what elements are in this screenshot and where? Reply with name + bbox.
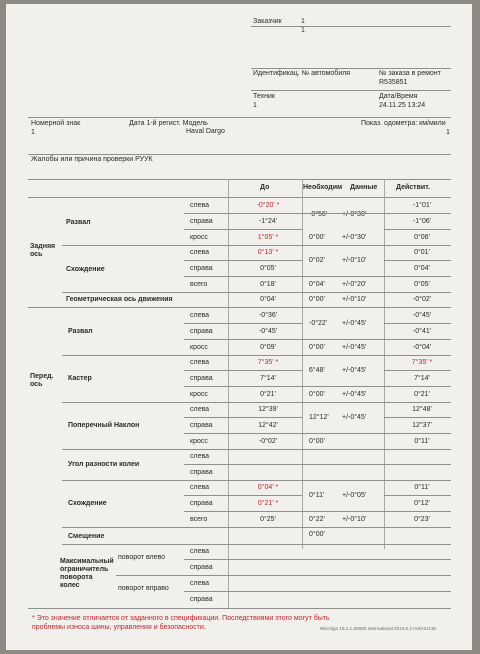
rear-thrust-tol: +/-0°10' bbox=[342, 296, 367, 303]
front-camber-right: -0°45' bbox=[258, 328, 278, 335]
row-line bbox=[184, 386, 451, 387]
rear-camber-act-left: -1°01' bbox=[412, 202, 432, 209]
front-camber-left: -0°36' bbox=[258, 312, 278, 319]
front-sai-act-left: 12°48' bbox=[412, 406, 432, 413]
row-line bbox=[62, 245, 451, 246]
front-axle-label: Перед. bbox=[30, 373, 54, 380]
front-maxturn-label-4: колес bbox=[60, 582, 80, 589]
tech-label: Техник bbox=[253, 93, 275, 100]
front-setback-label: Смещение bbox=[68, 533, 105, 540]
rear-camber-cross-spec: 0°00' bbox=[309, 234, 325, 241]
row-line bbox=[184, 591, 451, 592]
row-line bbox=[184, 323, 302, 324]
front-camber-cross-spec: 0°00' bbox=[309, 344, 325, 351]
front-camber-act-cross: -0°04' bbox=[412, 344, 432, 351]
table-header-line bbox=[28, 197, 451, 198]
row-line bbox=[384, 323, 451, 324]
side-label: слева bbox=[190, 312, 210, 319]
rear-toe-total-tol: +/-0°20' bbox=[342, 281, 367, 288]
rear-camber-cross-tol: +/-0°30' bbox=[342, 234, 367, 241]
front-toe-act-right: 0°12' bbox=[414, 500, 430, 507]
row-line bbox=[28, 608, 451, 609]
front-toe-total-tol: +/-0°10' bbox=[342, 516, 367, 523]
rear-toe-label: Схождение bbox=[66, 266, 105, 273]
row-line bbox=[184, 213, 451, 214]
rear-axle-label: Задняя bbox=[30, 243, 56, 250]
side-label: слева bbox=[190, 359, 210, 366]
front-caster-label: Кастер bbox=[68, 375, 92, 382]
front-caster-left: 7°35' * bbox=[257, 359, 279, 366]
front-sai-cross-spec: 0°00' bbox=[309, 438, 325, 445]
front-sai-left: 12°39' bbox=[258, 406, 278, 413]
table-vline bbox=[302, 179, 303, 549]
front-toe-spec: 0°11' bbox=[309, 492, 325, 499]
front-toe-total: 0°25' bbox=[260, 516, 276, 523]
front-included-label: Угол разности колеи bbox=[68, 461, 140, 468]
row-line bbox=[184, 229, 302, 230]
row-line bbox=[62, 527, 451, 528]
front-sai-cross: -0°02' bbox=[258, 438, 278, 445]
row-line bbox=[62, 544, 451, 545]
rear-thrust-act: -0°02' bbox=[412, 296, 432, 303]
side-label: справа bbox=[190, 218, 213, 225]
front-camber-cross-tol: +/-0°45' bbox=[342, 344, 367, 351]
row-line bbox=[384, 417, 451, 418]
rear-thrust-before: 0°04' bbox=[260, 296, 276, 303]
front-caster-act-cross: 0°21' bbox=[414, 391, 430, 398]
rear-thrust-spec: 0°00' bbox=[309, 296, 325, 303]
header-line bbox=[251, 68, 451, 69]
odometer-label: Показ. одометра: км/мили bbox=[361, 120, 446, 127]
alignment-report-sheet bbox=[6, 4, 472, 650]
header-line bbox=[251, 26, 451, 27]
rear-axle-label-2: ось bbox=[30, 251, 43, 258]
order-label: № заказа в ремонт bbox=[379, 70, 441, 77]
side-label: справа bbox=[190, 422, 213, 429]
row-line bbox=[184, 260, 302, 261]
datetime-value: 24.11.25 13:24 bbox=[379, 102, 426, 109]
front-caster-spec: 6°48' bbox=[309, 367, 325, 374]
header-line bbox=[28, 117, 451, 118]
front-toe-tol: +/-0°05' bbox=[342, 492, 367, 499]
turn-right-label: поворот вправо bbox=[118, 585, 169, 592]
side-label: справа bbox=[190, 500, 213, 507]
front-toe-right: 0°21' * bbox=[257, 500, 279, 507]
rear-toe-act-total: 0°05' bbox=[414, 281, 430, 288]
footnote-line-2: проблемы износа шины, управления и безопасности. bbox=[32, 624, 206, 631]
front-caster-tol: +/-0°45' bbox=[342, 367, 367, 374]
row-line bbox=[184, 559, 451, 560]
front-sai-act-right: 12°37' bbox=[412, 422, 432, 429]
customer-label: Заказчик bbox=[253, 18, 282, 25]
plate-value: 1 bbox=[31, 129, 35, 136]
side-label: всего bbox=[190, 516, 208, 523]
rear-camber-left: -0°20' * bbox=[256, 202, 280, 209]
side-label: слева bbox=[190, 548, 210, 555]
row-line bbox=[184, 495, 302, 496]
col-required: Необходим bbox=[303, 184, 343, 191]
row-line bbox=[116, 575, 451, 576]
front-camber-act-right: -0°41' bbox=[412, 328, 432, 335]
front-camber-label: Развал bbox=[68, 328, 93, 335]
rear-toe-total: 0°18' bbox=[260, 281, 276, 288]
front-camber-act-left: -0°45' bbox=[412, 312, 432, 319]
rear-toe-act-left: 0°01' bbox=[414, 249, 430, 256]
footnote-line-1: * Это значение отличается от заданного в спецификации. Последствиями этого могут быть bbox=[32, 615, 330, 622]
front-sai-label: Поперечный Наклон bbox=[68, 422, 140, 429]
row-line bbox=[62, 402, 451, 403]
section-line bbox=[28, 307, 451, 308]
rear-camber-tol: +/-0°30' bbox=[342, 211, 367, 218]
front-setback-spec: 0°00' bbox=[309, 531, 325, 538]
front-sai-right: 12°42' bbox=[258, 422, 278, 429]
vin-label: Идентификац. № автомобиля bbox=[253, 70, 351, 77]
datetime-label: Дата/Время bbox=[379, 93, 418, 100]
side-label: кросс bbox=[190, 438, 208, 445]
software-version: WinAlign 15.1.1.82860 International 2010.0.2 HofA21CM bbox=[320, 626, 436, 631]
front-toe-label: Схождение bbox=[68, 500, 107, 507]
row-line bbox=[184, 433, 451, 434]
front-maxturn-label-3: поворота bbox=[60, 574, 93, 581]
rear-camber-act-right: -1°06' bbox=[412, 218, 432, 225]
side-label: слева bbox=[190, 406, 210, 413]
row-line bbox=[384, 370, 451, 371]
side-label: справа bbox=[190, 469, 213, 476]
row-line bbox=[384, 229, 451, 230]
front-camber-spec: -0°22' bbox=[309, 320, 328, 327]
turn-left-label: поворот влево bbox=[118, 554, 166, 561]
rear-camber-spec: -0°56' bbox=[309, 211, 328, 218]
row-line bbox=[184, 417, 302, 418]
complaint-label: Жалобы или причина проверки РУУК bbox=[31, 156, 153, 163]
row-line bbox=[184, 276, 451, 277]
row-line bbox=[184, 464, 451, 465]
col-actual: Действит. bbox=[396, 184, 430, 191]
row-line bbox=[62, 292, 451, 293]
rear-camber-label: Развал bbox=[66, 219, 91, 226]
row-line bbox=[384, 495, 451, 496]
header-line bbox=[251, 90, 451, 91]
row-line bbox=[184, 339, 451, 340]
side-label: справа bbox=[190, 265, 213, 272]
side-label: слева bbox=[190, 580, 210, 587]
side-label: кросс bbox=[190, 234, 208, 241]
side-label: слева bbox=[190, 202, 210, 209]
front-sai-tol: +/-0°45' bbox=[342, 414, 367, 421]
row-line bbox=[62, 355, 451, 356]
rear-toe-act-right: 0°04' bbox=[414, 265, 430, 272]
tech-value: 1 bbox=[253, 102, 257, 109]
rear-camber-cross: 1°05' * bbox=[257, 234, 279, 241]
front-caster-act-right: 7°14' bbox=[414, 375, 430, 382]
row-line bbox=[184, 370, 302, 371]
side-label: кросс bbox=[190, 391, 208, 398]
side-label: справа bbox=[190, 375, 213, 382]
rear-toe-total-spec: 0°04' bbox=[309, 281, 325, 288]
rear-toe-spec: 0°02' bbox=[309, 257, 325, 264]
side-label: слева bbox=[190, 453, 210, 460]
rear-camber-act-cross: 0°06' bbox=[414, 234, 430, 241]
rear-toe-tol: +/-0°10' bbox=[342, 257, 367, 264]
side-label: справа bbox=[190, 564, 213, 571]
model-value: Haval Dargo bbox=[186, 128, 225, 135]
row-line bbox=[62, 480, 451, 481]
rear-camber-right: -1°24' bbox=[258, 218, 278, 225]
col-data: Данные bbox=[350, 184, 378, 191]
front-sai-spec: 12°12' bbox=[309, 414, 329, 421]
front-caster-cross-tol: +/-0°45' bbox=[342, 391, 367, 398]
side-label: всего bbox=[190, 281, 208, 288]
header-line bbox=[28, 179, 451, 180]
front-caster-cross-spec: 0°00' bbox=[309, 391, 325, 398]
table-vline bbox=[384, 179, 385, 549]
side-label: справа bbox=[190, 596, 213, 603]
col-before: До bbox=[260, 184, 270, 191]
regdate-label: Дата 1-й регист. Модель bbox=[129, 120, 208, 127]
front-caster-cross: 0°21' bbox=[260, 391, 276, 398]
front-caster-right: 7°14' bbox=[260, 375, 276, 382]
front-toe-act-total: 0°23' bbox=[414, 516, 430, 523]
customer-value-1: 1 bbox=[301, 18, 305, 25]
rear-toe-left: 0°13' * bbox=[257, 249, 279, 256]
side-label: слева bbox=[190, 484, 210, 491]
front-maxturn-label-1: Максимальный bbox=[60, 558, 114, 565]
front-camber-cross: 0°09' bbox=[260, 344, 276, 351]
front-camber-tol: +/-0°45' bbox=[342, 320, 367, 327]
front-toe-total-spec: 0°22' bbox=[309, 516, 325, 523]
rear-thrust-label: Геометрическая ось движения bbox=[66, 296, 173, 303]
side-label: кросс bbox=[190, 344, 208, 351]
front-caster-act-left: 7°35' * bbox=[411, 359, 433, 366]
plate-label: Номерной знак bbox=[31, 120, 81, 127]
odometer-value: 1 bbox=[446, 129, 450, 136]
front-toe-act-left: 0°11' bbox=[414, 484, 430, 491]
row-line bbox=[62, 449, 451, 450]
row-line bbox=[184, 511, 451, 512]
front-sai-act-cross: 0°11' bbox=[414, 438, 430, 445]
row-line bbox=[384, 260, 451, 261]
rear-toe-right: 0°05' bbox=[260, 265, 276, 272]
header-line bbox=[28, 154, 451, 155]
front-axle-label-2: ось bbox=[30, 381, 43, 388]
side-label: слева bbox=[190, 249, 210, 256]
customer-value-2: 1 bbox=[301, 27, 305, 34]
side-label: справа bbox=[190, 328, 213, 335]
front-maxturn-label-2: ограничитель bbox=[60, 566, 109, 573]
order-value: R535851 bbox=[379, 79, 408, 86]
front-toe-left: 0°04' * bbox=[257, 484, 279, 491]
